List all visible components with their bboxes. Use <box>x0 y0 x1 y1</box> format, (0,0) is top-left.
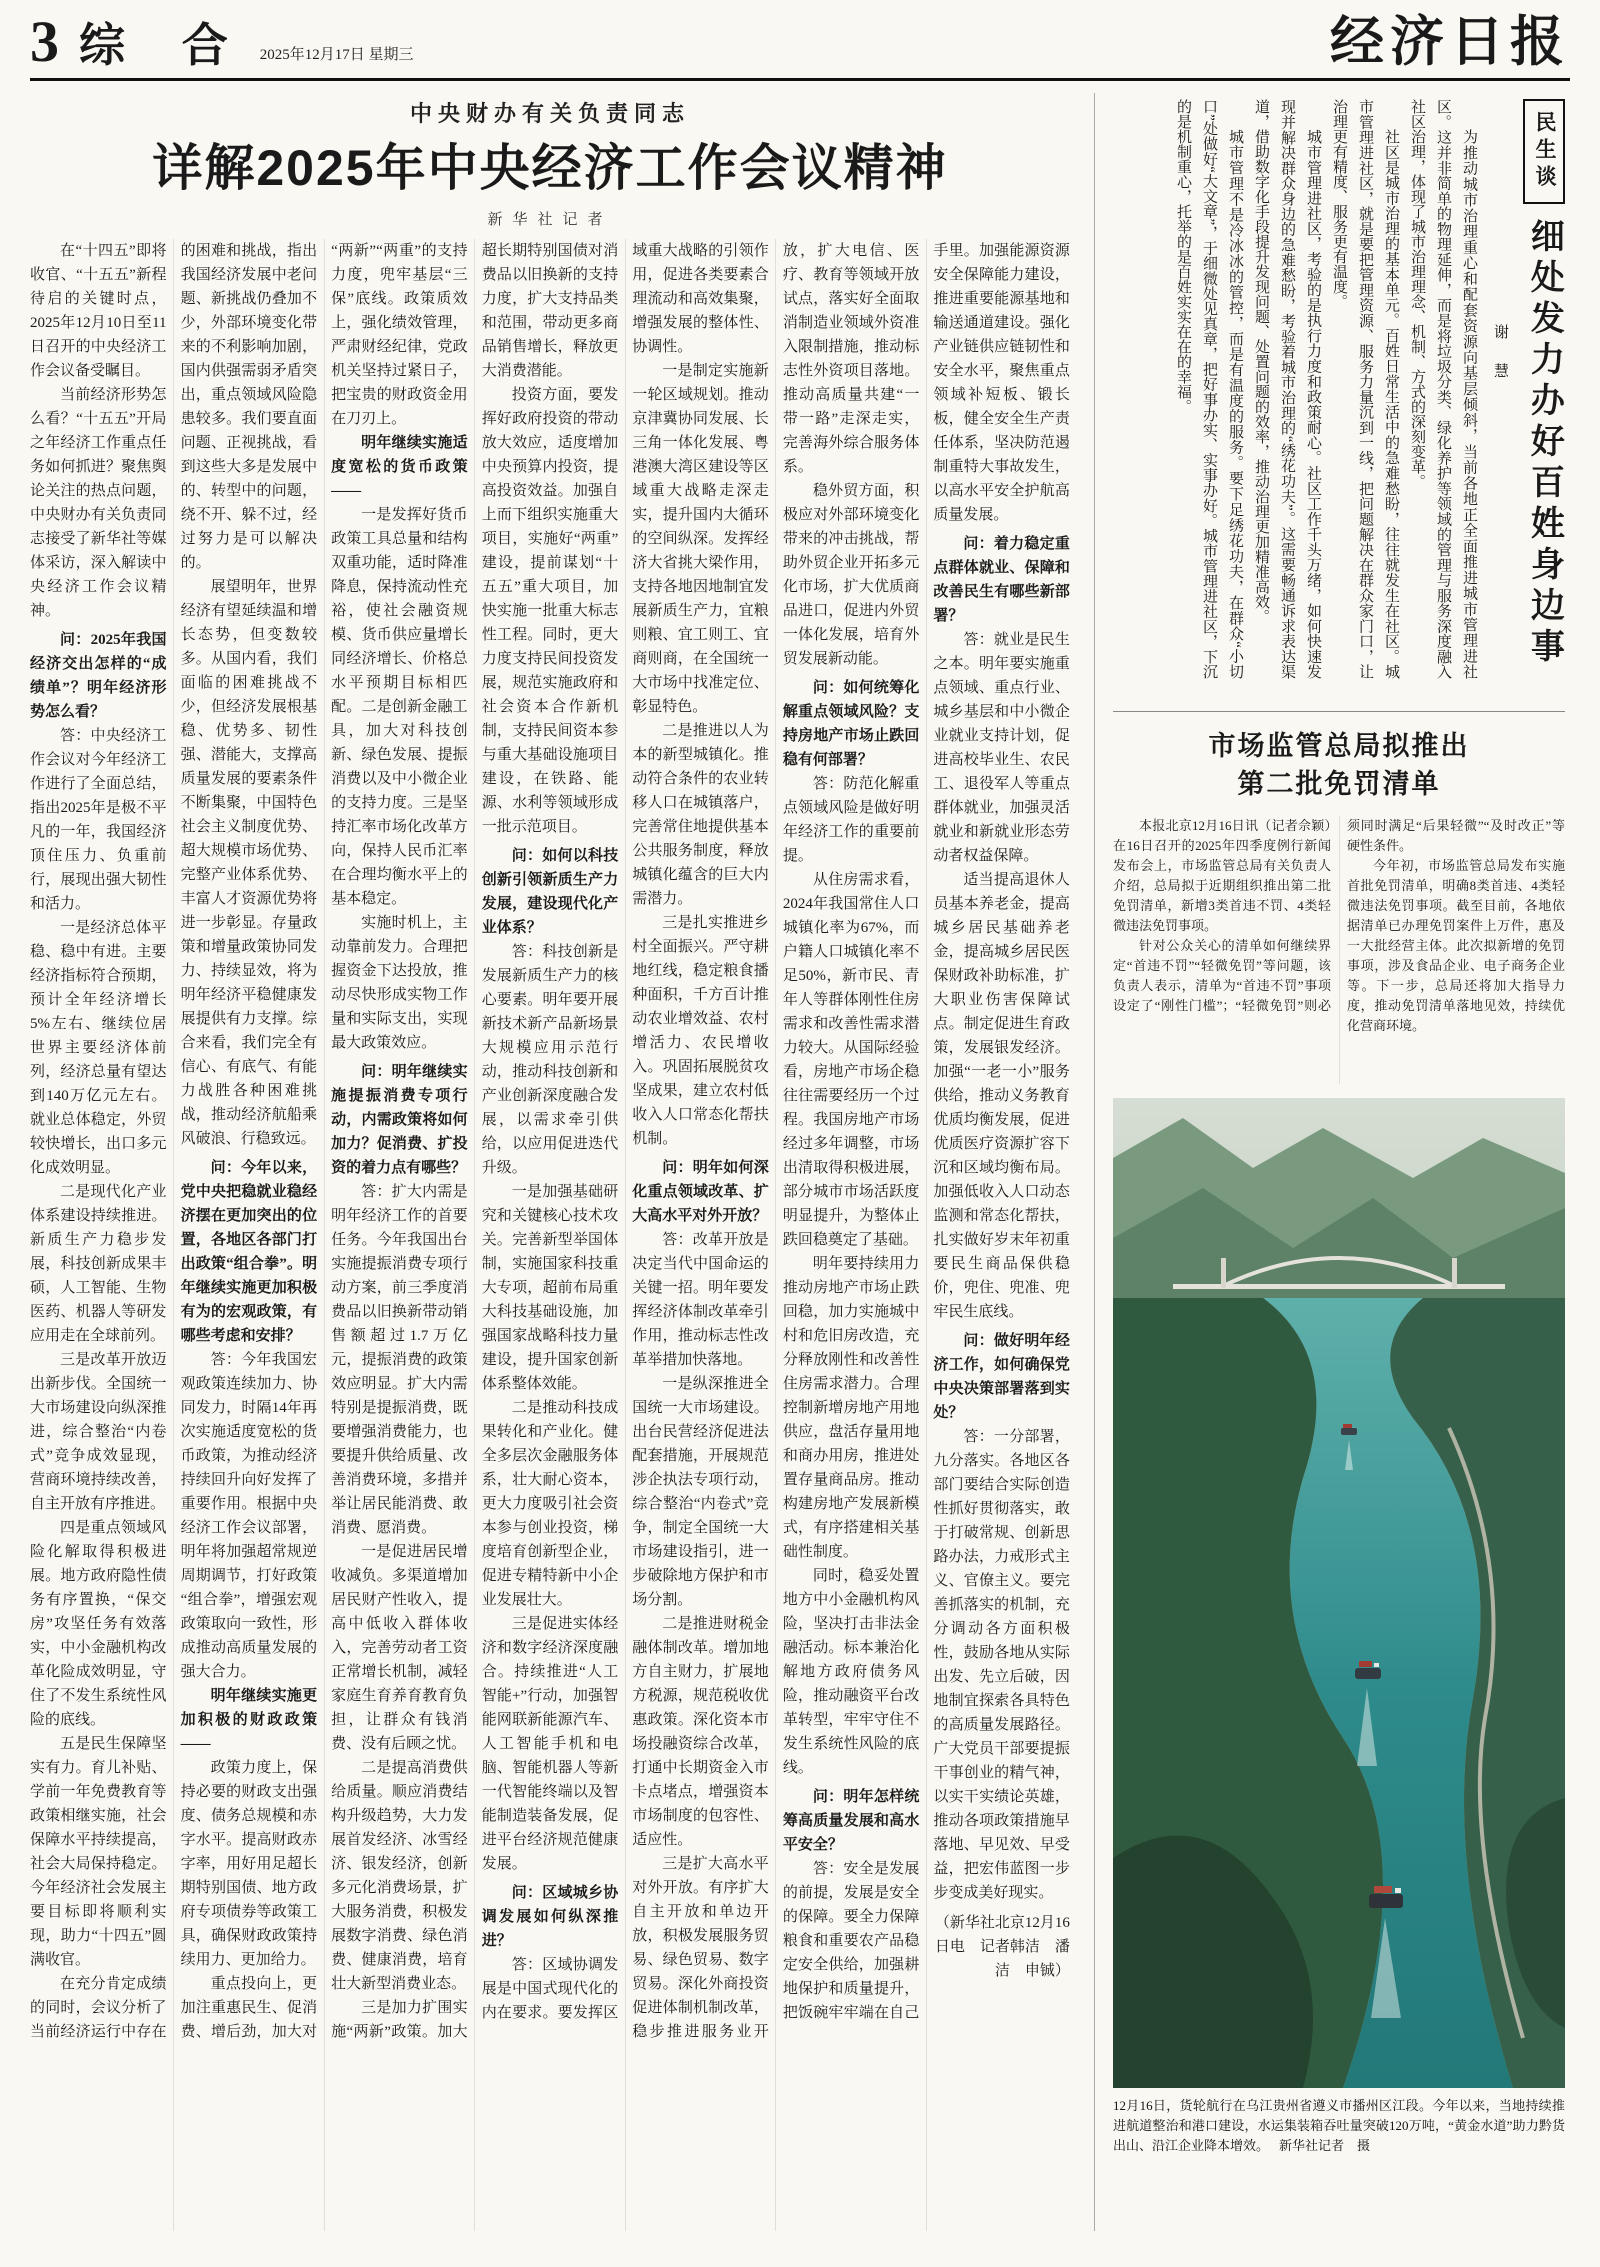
main-article-head <box>30 93 1070 239</box>
paragraph: 问：如何以科技创新引领新质生产力发展，建设现代化产业体系？ <box>481 848 619 936</box>
paragraph: 实施时机上，主动靠前发力。合理把握资金下达投放，推动尽快形成实物工作量和实际支出，实现最大政策效应。 <box>331 915 468 1051</box>
paragraph: 明年继续实施更加积极的财政政策—— <box>180 1688 318 1752</box>
paragraph: （新华社北京12月16日电 记者韩洁 潘洁 申铖） <box>934 1915 1070 1979</box>
paragraph: 投资方面，要发挥好政府投资的带动放大效应，适度增加中央预算内投资，提高投资效益。加强自上而下组织实施重大项目，实施好“两重”建设，提前谋划“十五五”重大项目，加快实施一批重大标志性工程。同时，更大力度支持民间投资发展，规范实施政府和社会资本合作新机制，支持民间资本参与重大基础设施项目建设，在铁路、能源、水利等领域形成一批示范项目。 <box>481 387 619 835</box>
header-left <box>30 8 414 74</box>
minsheng-body <box>1113 99 1482 679</box>
paragraph: 明年继续实施适度宽松的货币政策—— <box>331 435 468 499</box>
market-article-headline <box>1113 728 1565 804</box>
right-column <box>1094 93 1565 2231</box>
article-body <box>30 239 1070 2231</box>
paragraph: 为推动城市治理重心和配套资源向基层倾斜，当前各地正全面推进城市管理进社区。这并非简单的物理延伸，而是将垃圾分类、绿化养护等领域的管理与服务深度融入社区治理，体现了城市治理理念、机制、方式的深刻变革。 <box>1409 99 1477 679</box>
paragraph: 当前经济形势怎么看？“十五五”开局之年经济工作重点任务如何抓进？聚焦舆论关注的热点问题，中央财办有关负责同志接受了新华社等媒体采访，深入解读中央经济工作会议精神。 <box>30 387 167 619</box>
photo-credit: 新华社记者 摄 <box>1279 2137 1371 2153</box>
article-kicker: 中央财办有关负责同志 <box>409 101 690 126</box>
paragraph: 三是促进实体经济和数字经济深度融合。持续推进“人工智能+”行动，加强智能网联新能源汽车、人工智能手机和电脑、智能机器人等新一代智能终端以及智能制造装备发展，促进平台经济规范健康发展。 <box>481 1616 619 1872</box>
paragraph: 重点投向上，更加注重惠民生、促消费、增后劲，加大对“两新”“两重”的支持力度，兜牢基层“三保”底线。政策质效上，强化绩效管理，严肃财经纪律，党政机关坚持过紧日子，把宝贵的财政资金用在刀刃上。 <box>180 243 468 2040</box>
page-content <box>30 93 1570 2231</box>
paragraph: 三是扎实推进乡村全面振兴。严守耕地红线，稳定粮食播种面积，千方百计推动农业增效益、农村增活力、农民增收入。巩固拓展脱贫攻坚成果，建立农村低收入人口常态化帮扶机制。 <box>632 915 769 1147</box>
paragraph: 答：一分部署，九分落实。各地区各部门要结合实际创造性抓好贯彻落实，敢于打破常规、创新思路办法，力戒形式主义、官僚主义。要完善抓落实的机制，充分调动各方面积极性，鼓励各地从实际出发、先立后破，因地制宜探索各具特色的高质量发展路径。广大党员干部要提振干事创业的精气神，以实干实绩论英雄，推动各项政策措施早落地、早见效、早受益，把宏伟蓝图一步步变成美好现实。 <box>933 1429 1070 1901</box>
paragraph: 一是加强基础研究和关键核心技术攻关。完善新型举国体制，实施国家科技重大专项，超前布局重大科技基础设施，加强国家战略科技力量建设，提升国家创新体系整体效能。 <box>481 1184 619 1392</box>
weekday-text: 星期三 <box>368 47 414 63</box>
paragraph: 答：扩大内需是明年经济工作的首要任务。今年我国出台实施提振消费专项行动方案，前三季度消费品以旧换新带动销售额超过1.7万亿元，提振消费的政策效应明显。扩大内需特别是提振消费，既要增强消费能力，也要提升供给质量、改善消费环境，多措并举让居民能消费、敢消费、愿消费。 <box>331 1184 468 1536</box>
page-header <box>30 8 1570 81</box>
paragraph: 问：区域城乡协调发展如何纵深推进？ <box>481 1885 619 1949</box>
paragraph: 答：中央经济工作会议对今年经济工作进行了全面总结，指出2025年是极不平凡的一年，我国经济顶住压力、负重前行，展现出强大韧性和活力。 <box>30 728 167 912</box>
paragraph: 一是纵深推进全国统一大市场建设。出台民营经济促进法配套措施，开展规范涉企执法专项行动，综合整治“内卷式”竞争，制定全国统一大市场建设指引，进一步破除地方保护和市场分割。 <box>632 1376 769 1608</box>
paragraph: 问：明年怎样统筹高质量发展和高水平安全？ <box>782 1789 920 1853</box>
paragraph: 在“十四五”即将收官、“十五五”新程待启的关键时点，2025年12月10日至11日召开的中央经济工作会议备受瞩目。 <box>30 243 167 379</box>
paragraph: 二是推进以人为本的新型城镇化。推动符合条件的农业转移人口在城镇落户，完善常住地提供基本公共服务制度，释放城镇化蕴含的巨大内需潜力。 <box>632 723 769 907</box>
paragraph: 一是发挥好货币政策工具总量和结构双重功能，适时降准降息，保持流动性充裕，使社会融资规模、货币供应量增长同经济增长、价格总水平预期目标相匹配。二是创新金融工具，加大对科技创新、绿色发展、提振消费以及中小微企业的支持力度。三是坚持汇率市场化改革方向，保持人民币汇率在合理均衡水平上的基本稳定。 <box>331 507 468 907</box>
paragraph: 社区是城市治理的基本单元。百姓日常生活中的急难愁盼，往往就发生在社区。城市管理进社区，就是要把管理资源、服务力量沉到一线，把问题解决在群众家门口，让治理更有精度、服务更有温度。 <box>1331 99 1399 679</box>
minsheng-head-column <box>1523 99 1565 699</box>
paragraph: 在充分肯定成绩的同时，会议分析了当前经济运行中存在的困难和挑战，指出我国经济发展中老问题、新挑战仍叠加不少，外部环境变化带来的不利影响加剧，国内供强需弱矛盾突出，重点领域风险隐患较多。我们要直面问题、正视挑战，看到这些大多是发展中的、转型中的问题，绕不开、躲不过，经过努力是可以解决的。 <box>30 243 318 2040</box>
main-article <box>30 93 1070 2231</box>
photo-figure <box>1113 1098 1565 2156</box>
paragraph: 答：今年我国宏观政策连续加力、协同发力，时隔14年再次实施适度宽松的货币政策，为推动经济持续回升向好发挥了重要作用。根据中央经济工作会议部署，明年将加强超常规逆周期调节，打好政策“组合拳”，增强宏观政策取向一致性，形成推动高质量发展的强大合力。 <box>180 1352 318 1680</box>
paragraph: 政策力度上，保持必要的财政支出强度、债务总规模和赤字水平。提高财政赤字率，用好用足超长期特别国债、地方政府专项债券等政策工具，确保财政政策持续用力、更加给力。 <box>180 1760 318 1968</box>
paragraph: 问：今年以来，党中央把稳就业稳经济摆在更加突出的位置，各地区各部门打出政策“组合拳”。明年继续实施更加积极有为的宏观政策，有哪些考虑和安排？ <box>180 1160 318 1344</box>
paragraph: 明年要持续用力推动房地产市场止跌回稳，加力实施城中村和危旧房改造，充分释放刚性和改善性住房需求潜力。合理控制新增房地产用地供应，盘活存量用地和商办用房，推进处置存量商品房。推动构建房地产发展新模式，有序搭建相关基础性制度。 <box>782 1256 920 1560</box>
paragraph: 三是扩大高水平对外开放。有序扩大自主开放和单边开放，积极发展服务贸易、绿色贸易、数字贸易。深化外商投资促进体制机制改革，稳步推进服务业开放，扩大电信、医疗、教育等领域开放试点，落实好全面取消制造业领域外资准入限制措施，推动标志性外资项目落地。推动高质量共建“一带一路”走深走实，完善海外综合服务体系。 <box>632 243 920 2040</box>
paragraph: 针对公众关心的清单如何继续界定“首违不罚”“轻微免罚”等问题，该负责人表示，清单为“首违不罚”事项设定了“刚性门槛”；“轻微免罚”则必须同时满足“后果轻微”“及时改正”等硬性条件。 <box>1113 817 1565 1013</box>
minsheng-author: 谢 慧 <box>1492 324 1508 388</box>
caption-text: 12月16日，货轮航行在乌江贵州省遵义市播州区江段。今年以来，当地持续推进航道整治和港口建设，水运集装箱吞吐量突破120万吨，“黄金水道”助力黔货出山、沿江企业降本增效。 <box>1113 2097 1565 2153</box>
paragraph: 五是民生保障坚实有力。育儿补贴、学前一年免费教育等政策相继实施，社会保障水平持续提高，社会大局保持稳定。今年经济社会发展主要目标即将顺利实现，助力“十四五”圆满收官。 <box>30 1736 167 1968</box>
paragraph: 二是提高消费供给质量。顺应消费结构升级趋势，大力发展首发经济、冰雪经济、银发经济，创新多元化消费场景，扩大服务消费，积极发展数字消费、绿色消费、健康消费，培育壮大新型消费业态。 <box>331 1760 468 1992</box>
paragraph: 四是重点领域风险化解取得积极进展。地方政府隐性债务有序置换，“保交房”攻坚任务有效落实，中小金融机构改革化险成效明显，守住了不发生系统性风险的底线。 <box>30 1520 167 1728</box>
paragraph: 二是推进财税金融体制改革。增加地方自主财力，扩展地方税源，规范税收优惠政策。深化资本市场投融资综合改革，打通中长期资金入市卡点堵点，增强资本市场制度的包容性、适应性。 <box>632 1616 769 1848</box>
river-gorge-photo <box>1113 1098 1565 2088</box>
market-headline-line2: 第二批免罚清单 <box>1237 768 1441 799</box>
paragraph: 二是现代化产业体系建设持续推进。新质生产力稳步发展，科技创新成果丰硕，人工智能、生物医药、机器人等研发应用走在全球前列。 <box>30 1184 167 1344</box>
masthead-logo: 经济日报 <box>1330 9 1570 73</box>
minsheng-commentary <box>1113 93 1565 711</box>
paragraph: 答：科技创新是发展新质生产力的核心要素。明年要开展新技术新产品新场景大规模应用示范行动，推动科技创新和产业创新深度融合发展，以需求牵引供给，以应用促进迭代升级。 <box>481 944 619 1176</box>
photo-caption <box>1113 2096 1565 2156</box>
paragraph: 一是制定实施新一轮区域规划。推动京津冀协同发展、长三角一体化发展、粤港澳大湾区建设等区域重大战略走深走实，提升国内大循环的空间纵深。发挥经济大省挑大梁作用，支持各地因地制宜发展新质生产力，宜粮则粮、宜工则工、宜商则商，在全国统一大市场中找准定位、彰显特色。 <box>632 363 769 715</box>
paragraph: 答：区域协调发展是中国式现代化的内在要求。要发挥区域重大战略的引领作用，促进各类要素合理流动和高效集聚，增强发展的整体性、协调性。 <box>481 243 769 2021</box>
paragraph: 同时，稳妥处置地方中小金融机构风险，坚决打击非法金融活动。标本兼治化解地方政府债务风险，推动融资平台改革转型，牢牢守住不发生系统性风险的底线。 <box>782 1568 920 1776</box>
paragraph: 二是推动科技成果转化和产业化。健全多层次金融服务体系，壮大耐心资本，更大力度吸引社会资本参与创业投资，梯度培育创新型企业，促进专精特新中小企业发展壮大。 <box>481 1400 619 1608</box>
paragraph: 从住房需求看，2024年我国常住人口城镇化率为67%，而户籍人口城镇化率不足50%，新市民、青年人等群体刚性住房需求和改善性需求潜力较大。从国际经验看，房地产市场企稳往往需要经历一个过程。我国房地产市场经过多年调整，市场出清取得积极进展，部分城市市场活跃度明显提升，为整体止跌回稳奠定了基础。 <box>782 872 920 1248</box>
paragraph: 城市管理进社区，考验的是执行力度和政策耐心。社区工作千头万绪，如何快速发现并解决群众身边的急难愁盼，考验着城市治理的“绣花功夫”。这需要畅通诉求表达渠道，借助数字化手段提升发现问题、处置问题的效率，推动治理更加精准高效。 <box>1253 99 1321 679</box>
paragraph: 答：防范化解重点领域风险是做好明年经济工作的重要前提。 <box>782 776 920 864</box>
paragraph: 三是改革开放迈出新步伐。全国统一大市场建设向纵深推进，综合整治“内卷式”竞争成效显现，营商环境持续改善，自主开放有序推进。 <box>30 1352 167 1512</box>
paragraph: 问：明年如何深化重点领域改革、扩大高水平对外开放？ <box>632 1160 769 1224</box>
paragraph: 本报北京12月16日讯（记者佘颖）在16日召开的2025年四季度例行新闻发布会上，市场监管总局有关负责人介绍，总局拟于近期组织推出第二批免罚清单，新增3类首违不罚、4类轻微违法免罚事项。 <box>1113 817 1331 933</box>
section-title: 综 合 <box>79 19 250 71</box>
article-byline: 新华社记者 <box>487 212 613 228</box>
paragraph: 答：就业是民生之本。明年要实施重点领域、重点行业、城乡基层和中小微企业就业支持计划，促进高校毕业生、农民工、退役军人等重点群体就业，加强灵活就业和新就业形态劳动者权益保障。 <box>933 632 1070 864</box>
market-article-body <box>1113 816 1565 1084</box>
paragraph: 今年初，市场监管总局发布实施首批免罚清单，明确8类首违、4类轻微违法免罚事项。截至目前，各地依据清单已办理免罚案件上万件，惠及一大批经营主体。此次拟新增的免罚事项，涉及食品企业、电子商务企业等。下一步，总局还将加大指导力度，推动免罚清单落地见效，持续优化营商环境。 <box>1347 857 1565 1033</box>
paragraph: 答：安全是发展的前提，发展是安全的保障。要全力保障粮食和重要农产品稳定安全供给，加强耕地保护和质量提升，把饭碗牢牢端在自己手里。加强能源资源安全保障能力建设，推进重要能源基地和输送通道建设。强化产业链供应链韧性和安全水平，聚焦重点领域补短板、锻长板，健全安全生产责任体系，坚决防范遏制重特大事故发生，以高水平安全护航高质量发展。 <box>782 243 1070 2021</box>
paragraph: 展望明年，世界经济有望延续温和增长态势，但变数较多。从国内看，我们面临的困难挑战不少，但经济发展根基稳、优势多、韧性强、潜能大，支撑高质量发展的要素条件不断集聚，中国特色社会主义制度优势、超大规模市场优势、完整产业体系优势、丰富人才资源优势将进一步彰显。存量政策和增量政策协同发力、持续显效，将为明年经济平稳健康发展提供有力支撑。综合来看，我们完全有信心、有底气、有能力战胜各种困难挑战，推动经济航船乘风破浪、行稳致远。 <box>180 579 318 1147</box>
market-headline-line1: 市场监管总局拟推出 <box>1208 731 1470 761</box>
minsheng-label: 民生谈 <box>1523 99 1565 204</box>
paragraph: 一是促进居民增收减负。多渠道增加居民财产性收入，提高中低收入群体收入，完善劳动者工资正常增长机制，减轻家庭生育养育教育负担，让群众有钱消费、没有后顾之忧。 <box>331 1544 468 1752</box>
paragraph: 适当提高退休人员基本养老金，提高城乡居民基础养老金，提高城乡居民医保财政补助标准，扩大职业伤害保障试点。制定促进生育政策，发展银发经济。加强“一老一小”服务供给，推动义务教育优质均衡发展，促进优质医疗资源扩容下沉和区域均衡布局。加强低收入人口动态监测和常态化帮扶，扎实做好岁末年初重要民生商品保供稳价，兜住、兜准、兜牢民生底线。 <box>933 872 1070 1320</box>
page-number: 3 <box>30 8 59 74</box>
paragraph: 问：明年继续实施提振消费专项行动，内需政策将如何加力？促消费、扩投资的着力点有哪些？ <box>331 1064 468 1176</box>
article-headline: 详解2025年中央经济工作会议精神 <box>152 140 948 196</box>
market-regulation-article <box>1113 711 1565 1084</box>
paragraph: 城市管理不是冷冰冰的管控，而是有温度的服务。要下足绣花功夫，在群众“小切口”处做好“大文章”，于细微处见真章，把好事办实、实事办好。城市管理进社区，下沉的是机制重心，托举的是百姓实实在在的幸福。 <box>1175 99 1243 679</box>
paragraph: 问：着力稳定重点群体就业、保障和改善民生有哪些新部署？ <box>933 536 1070 624</box>
paragraph: 问：如何统筹化解重点领域风险？支持房地产市场止跌回稳有何部署？ <box>782 680 920 768</box>
paragraph: 问：做好明年经济工作，如何确保党中央决策部署落到实处？ <box>933 1333 1070 1421</box>
page-date <box>260 43 414 68</box>
date-text: 2025年12月17日 <box>259 47 365 63</box>
paragraph: 答：改革开放是决定当代中国命运的关键一招。明年要发挥经济体制改革牵引作用，推动标志性改革举措加快落地。 <box>632 1232 769 1368</box>
paragraph: 问：2025年我国经济交出怎样的“成绩单”？明年经济形势怎么看？ <box>30 632 167 720</box>
paragraph: 一是经济总体平稳、稳中有进。主要经济指标符合预期，预计全年经济增长5%左右、继续位居世界主要经济体前列，经济总量有望达到140万亿元左右。就业总体稳定，外贸较快增长，出口多元化成效明显。 <box>30 920 167 1176</box>
minsheng-headline: 细处发力办好百姓身边事 <box>1525 218 1564 669</box>
paragraph: 三是加力扩围实施“两新”政策。加大超长期特别国债对消费品以旧换新的支持力度，扩大支持品类和范围，带动更多商品销售增长，释放更大消费潜能。 <box>331 243 619 2040</box>
paragraph: 稳外贸方面，积极应对外部环境变化带来的冲击挑战，帮助外贸企业开拓多元化市场，扩大优质商品进口，促进内外贸一体化发展，培育外贸发展新动能。 <box>782 483 920 667</box>
